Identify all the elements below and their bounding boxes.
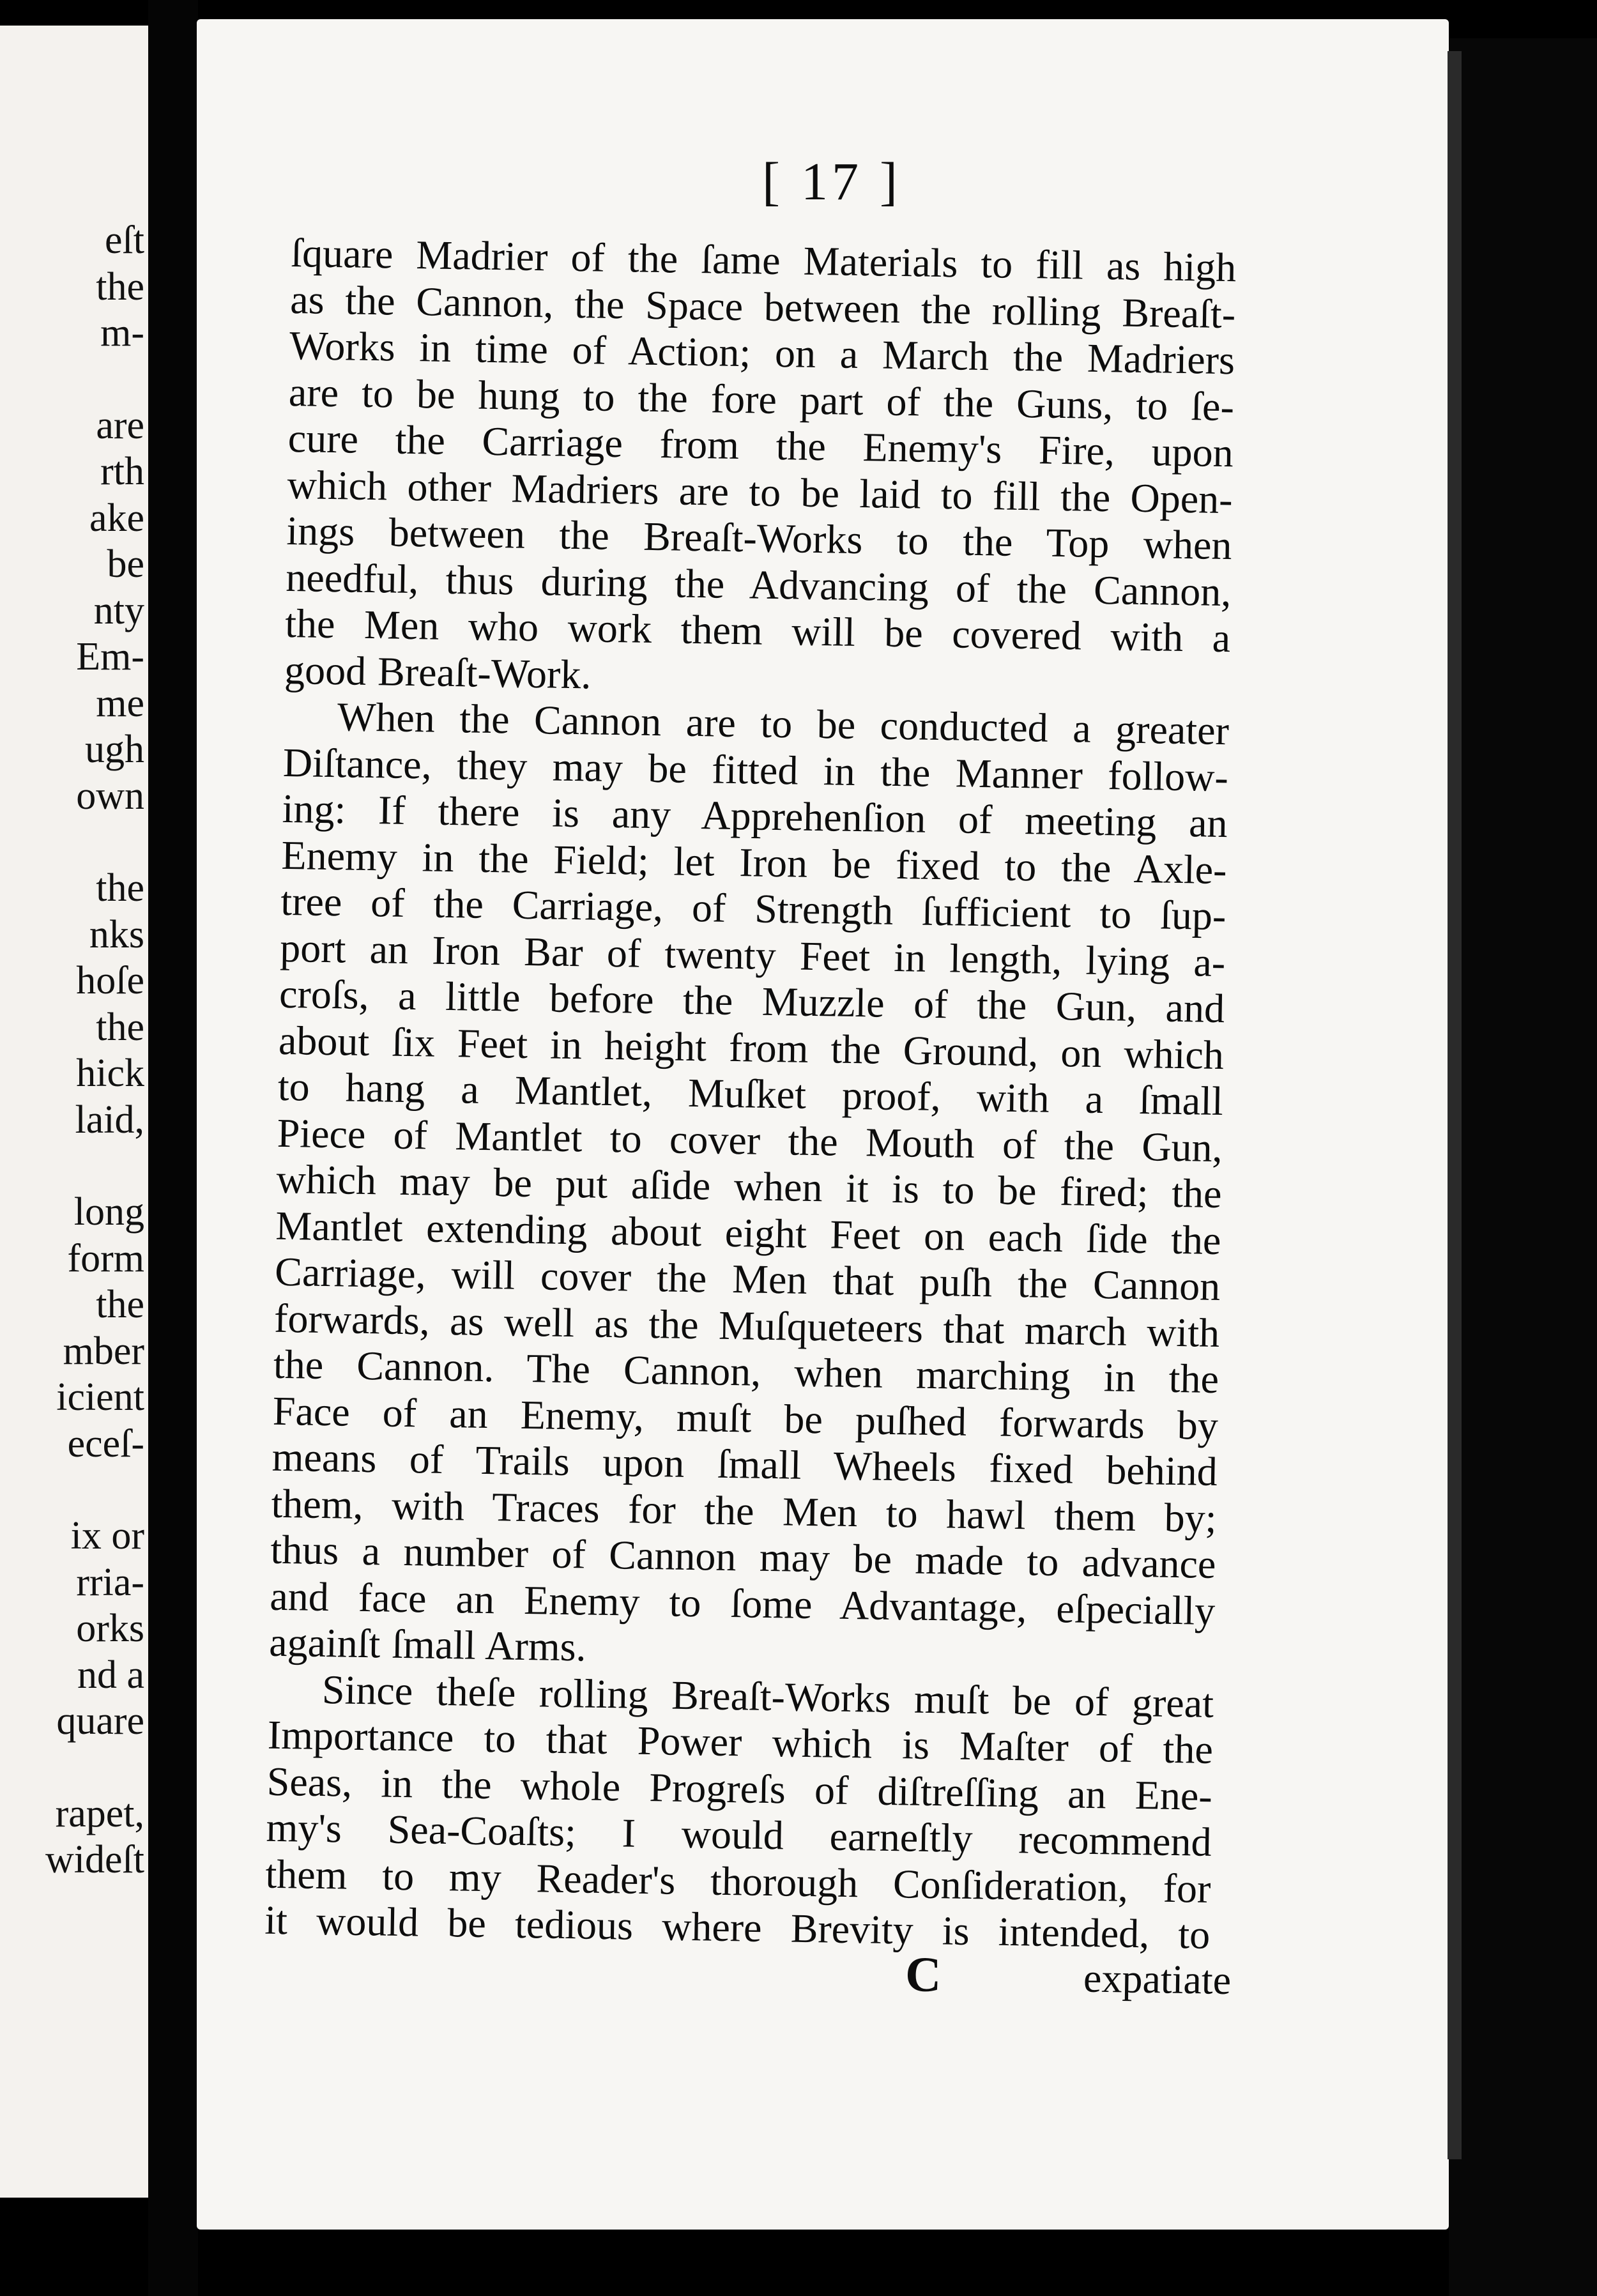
left-line: icient [56,1375,144,1419]
left-line: are [96,403,144,447]
text-line: cure the Carriage from the Enemy's Fire, upon [287,415,1234,476]
left-gap [45,819,144,865]
text-line: againſt ſmall Arms. [268,1619,587,1670]
text-line: Diſtance, they may be fitted in the Manner follow- [282,739,1229,800]
text-line: thus a number of Cannon may be made to advance [270,1526,1216,1587]
left-line: eceſ- [67,1421,144,1466]
text-line: port an Iron Bar of twenty Feet in length, lying a- [279,924,1226,985]
text-line: Importance to that Power which is Maſter of the [267,1711,1214,1772]
text-line: Seas, in the whole Progreſs of diſtreſſing an Ene- [266,1758,1213,1819]
text-line: which other Madriers are to be laid to fill the Open- [287,461,1234,522]
left-page-text [45,217,144,1883]
left-line: Em- [76,635,144,678]
text-line: to hang a Mantlet, Muſket proof, with a ſmall [277,1063,1224,1124]
left-facing-page [0,26,148,2198]
left-line: nks [89,912,144,956]
left-line: rria- [76,1560,144,1604]
left-line: own [76,774,144,818]
left-line: ake [89,496,144,540]
page-edges [1449,38,1597,2296]
left-line: the [96,1005,144,1049]
page-number: [ 17 ] [762,152,901,211]
text-line: Piece of Mantlet to cover the Mouth of the Gun, [277,1110,1223,1170]
text-line: tree of the Carriage, of Strength ſufficient to ſup- [280,878,1226,939]
text-line: ing: If there is any Apprehenſion of meeting an [282,785,1228,846]
left-gap [45,1143,144,1189]
left-line: hoſe [76,959,144,1002]
book-page [197,19,1449,2230]
text-line: When the Cannon are to be conducted a greater [337,694,1230,754]
text-line: needful, thus during the Advancing of the Cannon, [285,554,1232,615]
body-text [264,230,1237,1958]
page-edge-strip [1448,51,1462,2159]
left-line: the [96,264,144,309]
text-line: Mantlet extending about eight Feet on each ſide the [275,1202,1221,1263]
text-line: good Breaſt-Work. [284,647,592,697]
left-line: the [96,1283,144,1326]
left-line: form [67,1236,144,1280]
text-line: them, with Traces for the Men to hawl them by; [271,1480,1218,1541]
left-gap [45,356,144,402]
text-line: them to my Reader's thorough Conſideration, for [265,1851,1211,1911]
text-line: it would be tedious where Brevity is intended, to [264,1897,1211,1957]
text-line: about ſix Feet in height from the Ground, on which [278,1017,1225,1078]
text-line: and face an Enemy to ſome Advantage, eſpecially [269,1573,1216,1634]
text-line: Enemy in the Field; let Iron be fixed to the Axle- [281,832,1228,892]
text-line: are to be hung to the fore part of the Guns, to ſe- [288,369,1235,429]
text-line: means of Trails upon ſmall Wheels fixed behind [271,1434,1218,1495]
left-line: nty [93,588,144,632]
text-line: ings between the Breaſt-Works to the Top when [286,507,1232,569]
left-line: hick [76,1052,144,1095]
text-line: croſs, a little before the Muzzle of the Gun, and [279,970,1225,1032]
left-line: quare [56,1699,144,1743]
text-line: which may be put aſide when it is to be fired; the [276,1156,1223,1217]
left-line: orks [76,1607,144,1650]
left-line: eſt [105,218,144,262]
left-line: be [107,542,144,586]
text-line: the Men who work them will be covered with a [284,600,1231,661]
left-line: rth [100,450,144,493]
left-gap [45,1745,144,1791]
left-line: m- [100,311,144,355]
signature-mark: C [905,1946,942,2002]
left-line: long [73,1190,144,1234]
text-line: ſquare Madrier of the ſame Materials to fill as high [290,230,1237,291]
left-line: ugh [85,728,144,771]
text-line: Works in time of Action; on a March the Madriers [289,322,1235,383]
left-line: laid, [75,1098,144,1142]
book-gutter [148,0,198,2296]
left-line: wideſt [45,1838,144,1881]
text-line: forwards, as well as the Muſqueteers that march with [273,1295,1220,1356]
left-line: me [96,681,144,725]
left-line: nd a [77,1653,144,1697]
catchword: expatiate [1083,1955,1232,2003]
left-line: mber [63,1329,144,1373]
text-line: the Cannon. The Cannon, when marching in the [273,1341,1219,1402]
text-line: Carriage, will cover the Men that puſh the Cannon [274,1248,1221,1310]
text-line: Since theſe rolling Breaſt-Works muſt be of great [321,1666,1214,1726]
text-line: Face of an Enemy, muſt be puſhed forwards by [272,1388,1219,1448]
left-gap [45,1467,144,1513]
text-line: my's Sea-Coaſts; I would earneſtly recommend [266,1804,1212,1865]
text-line: as the Cannon, the Space between the rolling Breaſt- [289,276,1236,337]
left-line: ix or [70,1514,144,1557]
left-line: the [96,866,144,910]
left-line: rapet, [55,1791,144,1835]
